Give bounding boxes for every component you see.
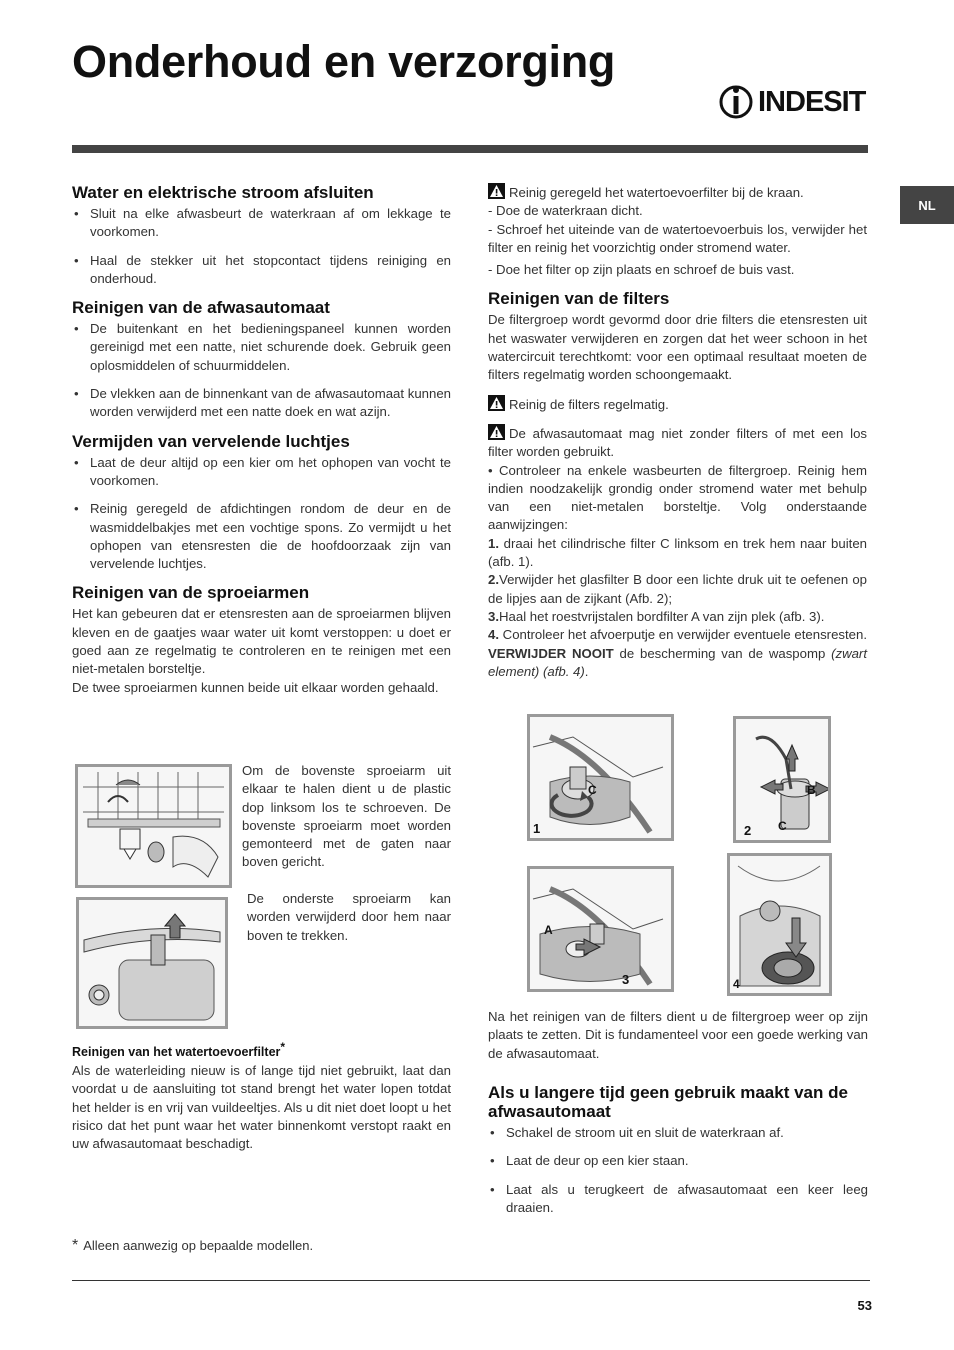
warning-icon bbox=[488, 183, 505, 199]
list-item: • Laat de deur op een kier staan. bbox=[488, 1152, 868, 1170]
figure-filter-4 bbox=[727, 853, 832, 996]
list-item: • Laat als u terugkeert de afwasautomaat een keer leeg draaien. bbox=[488, 1181, 868, 1218]
step-line: - Doe het filter op zijn plaats en schroef de buis vast. bbox=[488, 262, 795, 278]
list-item: • Reinig geregeld de afdichtingen rondom de deur en de wasmiddelbakjes met een vochtige spons. Zo vermijdt u het ophopen van etensresten die de hoofdoorzaak zijn van vervelende luchtjes. bbox=[72, 500, 451, 573]
figure-caption-lower: De onderste sproeiarm kan worden verwijderd door hem naar boven te trekken. bbox=[247, 891, 451, 943]
subtitle-text: Reinigen van het watertoevoerfilter bbox=[72, 1045, 281, 1060]
section-langere-tijd bbox=[488, 1083, 868, 1227]
step-3 bbox=[488, 608, 867, 626]
footnote bbox=[72, 1237, 313, 1255]
section-title: Water en elektrische stroom afsluiten bbox=[72, 183, 374, 202]
warning-text: Reinig geregeld het watertoevoerfilter bij de kraan. bbox=[509, 185, 804, 200]
section-title: Reinigen van de afwasautomaat bbox=[72, 298, 330, 318]
brand-i-icon bbox=[718, 82, 756, 126]
bullet-list bbox=[488, 1124, 868, 1217]
paragraph: Als de waterleiding nieuw is of lange tijd niet gebruikt, laat dan voordat u de aansluiting tot stand brengt het water lopen totdat het helder is en vrij van vuildeeltjes. Als u dit niet doet loopt u het risico dat het punt waar het water binnenkomt verstopt raakt en uw afwasautomaat beschadigt. bbox=[72, 1063, 451, 1152]
warning-line bbox=[488, 395, 867, 414]
figure-number: 3 bbox=[622, 972, 630, 987]
warning-text: Reinig de filters regelmatig. bbox=[509, 396, 669, 412]
figure-filter-3 bbox=[527, 866, 674, 992]
step-text: draai het cilindrische filter C linksom en trek hem naar buiten (afb. 1). bbox=[488, 535, 867, 570]
footnote-mark: * bbox=[72, 1237, 79, 1254]
figure-lower-spray-arm bbox=[76, 897, 228, 1029]
asterisk-mark: * bbox=[280, 1040, 286, 1054]
paragraph: • Controleer na enkele wasbeurten de filtergroep. Reinig hem indien noodzakelijk grondig onder stromend water met behulp van een niet-metalen borsteltje. Volg onderstaande aanwijzingen: bbox=[488, 462, 867, 533]
step-emphasis: VERWIJDER NOOIT bbox=[488, 645, 614, 661]
warning-line bbox=[488, 183, 867, 202]
step-line: - Schroef het uiteinde van de watertoevoerbuis los, verwijder het filter en reinig het voorzichtig onder stromend water. bbox=[488, 221, 867, 255]
step-italic: (zwart element) (afb. 4) bbox=[488, 645, 867, 679]
footer-rule bbox=[72, 1280, 870, 1281]
section-title: Als u langere tijd geen gebruik maakt van de afwasautomaat bbox=[488, 1083, 848, 1121]
list-item: • Haal de stekker uit het stopcontact tijdens reiniging en onderhoud. bbox=[72, 252, 451, 289]
list-item: • Sluit na elke afwasbeurt de waterkraan af om lekkage te voorkomen. bbox=[72, 205, 451, 242]
paragraph-after-filters: Na het reinigen van de filters dient u de filtergroep weer op zijn plaats te zetten. Dit is fundamenteel voor een goede werking van de afwasautomaat. bbox=[488, 1009, 868, 1061]
step-number: 1. bbox=[488, 535, 499, 551]
figure-upper-spray-arm bbox=[75, 764, 232, 888]
filter-label-a: A bbox=[544, 923, 553, 937]
figure-number: 1 bbox=[533, 821, 541, 836]
warning-text: De afwasautomaat mag niet zonder filters of met een los filter worden gebruikt. bbox=[488, 425, 867, 460]
step-number: 3. bbox=[488, 608, 499, 624]
indesit-logo bbox=[718, 82, 870, 126]
section-title: Reinigen van de filters bbox=[488, 289, 670, 309]
filter-label-c: C bbox=[778, 819, 787, 833]
filter-label-c: C bbox=[588, 783, 597, 797]
section-luchtjes bbox=[72, 432, 451, 574]
paragraph: De filtergroep wordt gevormd door drie filters die etensresten uit het waswater verwijderen en zorgen dat het weer schoon in het watercircuit terechtkomt: voor een optimaal resultaat moeten de filters regelmatig worden schoongemaakt. bbox=[488, 312, 867, 383]
section-title: Vermijden van vervelende luchtjes bbox=[72, 431, 350, 451]
step-text: Controleer het afvoerputje en verwijder eventuele etensresten. bbox=[499, 627, 868, 643]
header-rule bbox=[72, 145, 868, 153]
page-title: Onderhoud en verzorging bbox=[72, 36, 616, 87]
step-text: Verwijder het glasfilter B door een lichte druk uit te oefenen op de lipjes aan de zijkant (Afb. 2); bbox=[488, 572, 867, 606]
list-item: • Laat de deur altijd op een kier om het ophopen van vocht te voorkomen. bbox=[72, 454, 451, 491]
right-column bbox=[488, 183, 867, 681]
brand-name: INDESIT bbox=[758, 86, 866, 118]
left-column bbox=[72, 183, 451, 705]
figure-number: 2 bbox=[744, 823, 752, 838]
figure-filter-2 bbox=[733, 716, 831, 843]
list-item: • Schakel de stroom uit en sluit de waterkraan af. bbox=[488, 1124, 868, 1142]
section-watertoevoerfilter bbox=[72, 1040, 451, 1154]
bullet-list bbox=[72, 454, 451, 574]
footnote-text: Alleen aanwezig op bepaalde modellen. bbox=[83, 1238, 314, 1253]
list-item: • De vlekken aan de binnenkant van de afwasautomaat kunnen worden verwijderd met een natte doek en wat azijn. bbox=[72, 385, 451, 422]
warning-icon bbox=[488, 424, 505, 440]
step-text: de bescherming van de waspomp bbox=[613, 645, 832, 661]
bullet-list bbox=[72, 320, 451, 421]
figure-number: 4 bbox=[733, 977, 740, 991]
section-title: Reinigen van de sproeiarmen bbox=[72, 583, 310, 603]
list-item: • De buitenkant en het bedieningspaneel kunnen worden gereinigd met een natte, niet schurende doek. Gebruik geen oplosmiddelen of schuurmiddelen. bbox=[72, 320, 451, 375]
step-2 bbox=[488, 571, 867, 608]
section-subtitle bbox=[72, 1040, 451, 1059]
figure-caption-upper: Om de bovenste sproeiarm uit elkaar te halen dient u de plastic dop linksom los te schroeven. De bovenste sproeiarm moet worden gemonteerd met de gaten naar boven gericht. bbox=[242, 763, 451, 870]
step-1 bbox=[488, 535, 867, 572]
page-number: 53 bbox=[857, 1298, 872, 1313]
language-tab: NL bbox=[900, 186, 954, 224]
paragraph: Het kan gebeuren dat er etensresten aan de sproeiarmen blijven kleven en de gaatjes waar water uit komt verstoppen: u doet er goed aan ze regelmatig te controleren en te reinigen met een niet-metalen borsteltje. bbox=[72, 606, 451, 677]
step-text: . bbox=[584, 663, 589, 679]
filter-label-b: B bbox=[807, 783, 816, 797]
step-text: Haal het roestvrijstalen bordfilter A van zijn plek (afb. 3). bbox=[499, 608, 825, 624]
step-line: - Doe de waterkraan dicht. bbox=[488, 203, 643, 219]
step-number: 2. bbox=[488, 572, 499, 588]
step-number: 4. bbox=[488, 627, 499, 643]
section-water-stroom bbox=[72, 183, 451, 288]
section-sproeiarmen bbox=[72, 583, 451, 696]
section-reinigen-afwasautomaat bbox=[72, 298, 451, 421]
warning-icon bbox=[488, 395, 505, 411]
bullet-list bbox=[72, 205, 451, 288]
warning-line bbox=[488, 424, 867, 462]
paragraph: De twee sproeiarmen kunnen beide uit elkaar worden gehaald. bbox=[72, 679, 439, 695]
step-4 bbox=[488, 626, 867, 681]
figure-filter-1 bbox=[527, 714, 674, 841]
